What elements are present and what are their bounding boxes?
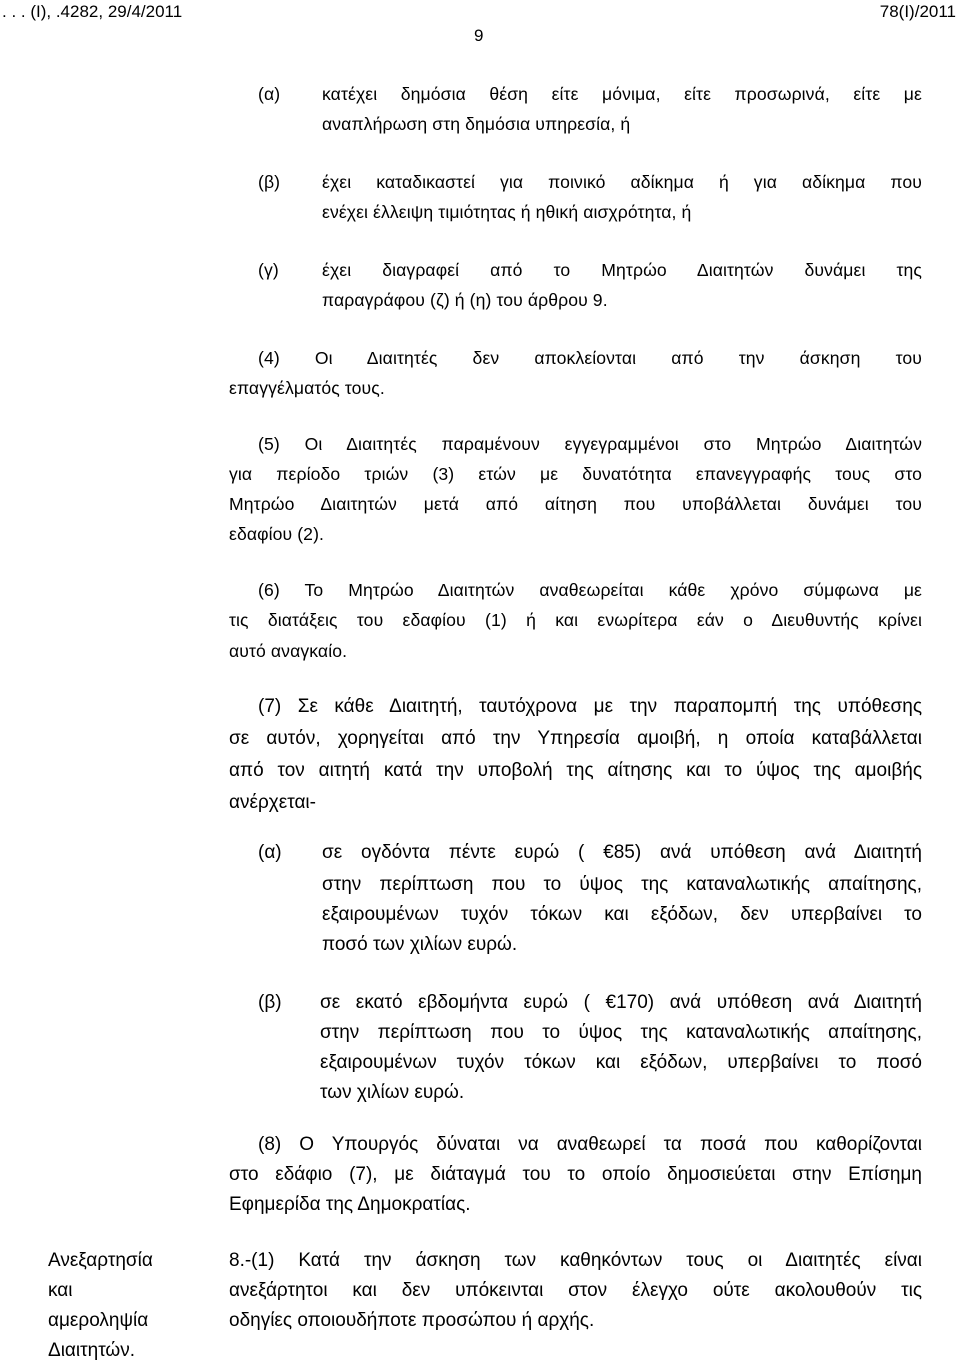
item-label: (γ) [258, 260, 279, 280]
item-line: κατέχει δημόσια θέση είτε μόνιμα, είτε προσωρινά, είτε με [322, 84, 922, 104]
item-line: παραγράφου (ζ) ή (η) του άρθρου 9. [322, 290, 608, 310]
para5-line: για περίοδο τριών (3) ετών με δυνατότητα επανεγγραφής τους στο [229, 464, 922, 484]
item-line: σε εκατό εβδομήντα ευρώ ( €170) ανά υπόθεση ανά Διαιτητή [320, 992, 922, 1013]
page-number: 9 [474, 26, 484, 45]
item-line: ποσό των χιλίων ευρώ. [322, 934, 518, 955]
article8-line: ανεξάρτητοι και δεν υπόκεινται στον έλεγχο ούτε ακολουθούν τις [229, 1280, 922, 1301]
header-left: . . . (Ι), .4282, 29/4/2011 [2, 2, 183, 21]
item-line: στην περίπτωση που το ύψος της καταναλωτικής απαίτησης, [322, 874, 922, 895]
item-line: αναπλήρωση στη δημόσια υπηρεσία, ή [322, 114, 631, 134]
para8-line: Εφημερίδα της Δημοκρατίας. [229, 1194, 471, 1215]
para5-line: Μητρώο Διαιτητών μετά από αίτηση που υποβάλλεται δυνάμει του [229, 494, 922, 514]
header-right: 78(Ι)/2011 [879, 2, 956, 21]
para6-line: τις διατάξεις του εδαφίου (1) ή και ενωρίτερα εάν ο Διευθυντής κρίνει [229, 610, 922, 630]
item-label: (β) [258, 992, 282, 1013]
sidenote-line: Ανεξαρτησία [48, 1250, 153, 1271]
article8-line: 8.-(1) Κατά την άσκηση των καθηκόντων τους οι Διαιτητές είναι [229, 1250, 922, 1271]
sidenote-line: αμεροληψία [48, 1310, 149, 1331]
sidenote-line: και [48, 1280, 73, 1301]
item-line: των χιλίων ευρώ. [320, 1082, 465, 1103]
item-line: έχει καταδικαστεί για ποινικό αδίκημα ή για αδίκημα που [322, 172, 922, 192]
para6-line: (6) Το Μητρώο Διαιτητών αναθεωρείται κάθε χρόνο σύμφωνα με [258, 580, 922, 600]
item-line: ενέχει έλλειψη τιμιότητας ή ηθική αισχρότητα, ή [322, 202, 692, 222]
item-line: στην περίπτωση που το ύψος της καταναλωτικής απαίτησης, [320, 1022, 922, 1043]
para7-line: σε αυτόν, χορηγείται από την Υπηρεσία αμοιβή, η οποία καταβάλλεται [229, 728, 922, 749]
para7-line: (7) Σε κάθε Διαιτητή, ταυτόχρονα με την παραπομπή της υπόθεσης [258, 696, 922, 717]
para5-line: εδαφίου (2). [229, 524, 325, 544]
item-line: σε ογδόντα πέντε ευρώ ( €85) ανά υπόθεση ανά Διαιτητή [322, 842, 922, 863]
para7-line: από τον αιτητή κατά την υποβολή της αίτησης και το ύψος της αμοιβής [229, 760, 922, 781]
item-line: έχει διαγραφεί από το Μητρώο Διαιτητών δυνάμει της [322, 260, 922, 280]
para8-line: (8) Ο Υπουργός δύναται να αναθεωρεί τα ποσά που καθορίζονται [258, 1134, 922, 1155]
para8-line: στο εδάφιο (7), με διάταγμά του το οποίο δημοσιεύεται στην Επίσημη [229, 1164, 922, 1185]
sidenote-line: Διαιτητών. [48, 1340, 136, 1361]
para4-line: επαγγέλματός τους. [229, 378, 385, 398]
article8-line: οδηγίες οποιουδήποτε προσώπου ή αρχής. [229, 1310, 595, 1331]
item-label: (β) [258, 172, 281, 192]
para7-line: ανέρχεται- [229, 792, 316, 813]
para5-line: (5) Οι Διαιτητές παραμένουν εγγεγραμμένοι στο Μητρώο Διαιτητών [258, 434, 922, 454]
para6-line: αυτό αναγκαίο. [229, 641, 348, 661]
item-label: (α) [258, 84, 281, 104]
item-label: (α) [258, 842, 282, 863]
para4-line: (4) Οι Διαιτητές δεν αποκλείονται από την άσκηση του [258, 348, 922, 368]
item-line: εξαιρουμένων τυχόν τόκων και εξόδων, δεν υπερβαίνει το [322, 904, 922, 925]
item-line: εξαιρουμένων τυχόν τόκων και εξόδων, υπερβαίνει το ποσό [320, 1052, 922, 1073]
